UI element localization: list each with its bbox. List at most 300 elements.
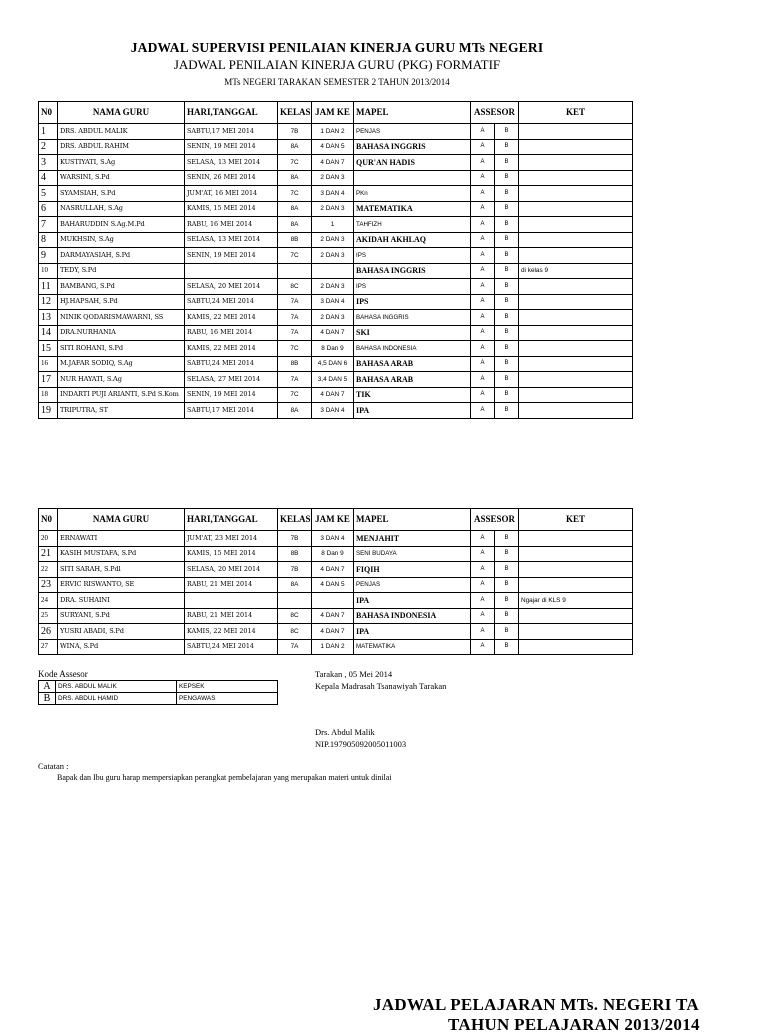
table-row [39, 186, 633, 202]
teacher-name: SITI ROHANI, S.Pd [58, 341, 185, 357]
subject: IPA [354, 624, 471, 640]
remark [519, 341, 633, 357]
schedule-date: SELASA, 20 MEI 2014 [185, 562, 278, 578]
kode-assesor-table [38, 680, 278, 705]
class-name: 7A [278, 294, 312, 310]
kode-assesor-label: Kode Assesor [38, 669, 88, 679]
assessor-b: B [495, 294, 519, 310]
lesson-hours: 4 DAN 5 [312, 577, 354, 593]
remark [519, 232, 633, 248]
row-number: 15 [39, 341, 58, 357]
table-row [39, 403, 633, 419]
col-header-mapel: MAPEL [354, 102, 471, 124]
table-row [39, 325, 633, 341]
table-row [39, 155, 633, 171]
row-number: 11 [39, 279, 58, 295]
assessor-a: A [471, 577, 495, 593]
assessor-b: B [495, 310, 519, 326]
subject: PENJAS [354, 577, 471, 593]
row-number: 24 [39, 593, 58, 609]
teacher-name: KASIH MUSTAFA, S.Pd [58, 546, 185, 562]
kode-name: DRS. ABDUL MALIK [56, 681, 177, 693]
assessor-b: B [495, 263, 519, 279]
subject: IPA [354, 593, 471, 609]
class-name: 8C [278, 608, 312, 624]
subject: MATEMATIKA [354, 201, 471, 217]
subject: BAHASA INGGRIS [354, 139, 471, 155]
assessor-a: A [471, 341, 495, 357]
table-header-row [39, 509, 633, 531]
table-row [39, 201, 633, 217]
teacher-name: SITI SARAH, S.Pdl [58, 562, 185, 578]
signature-name: Drs. Abdul Malik [315, 727, 375, 737]
teacher-name: BAMBANG, S.Pd [58, 279, 185, 295]
teacher-name: NUR HAYATI, S.Ag [58, 372, 185, 388]
assessor-a: A [471, 387, 495, 403]
class-name [278, 593, 312, 609]
row-number: 25 [39, 608, 58, 624]
remark [519, 170, 633, 186]
class-name: 8B [278, 356, 312, 372]
lesson-hours: 1 DAN 2 [312, 124, 354, 140]
col-header-assesor: ASSESOR [471, 102, 519, 124]
schedule-date: SABTU,24 MEI 2014 [185, 356, 278, 372]
schedule-date: SABTU,17 MEI 2014 [185, 403, 278, 419]
subject: MENJAHIT [354, 531, 471, 547]
schedule-date: KAMIS, 15 MEI 2014 [185, 201, 278, 217]
next-page-subtitle: TAHUN PELAJARAN 2013/2014 [448, 1015, 700, 1034]
col-header-kelas: KELAS [278, 509, 312, 531]
teacher-name: WINA, S.Pd [58, 639, 185, 655]
row-number: 16 [39, 356, 58, 372]
class-name: 7A [278, 310, 312, 326]
subject: BAHASA INDONESIA [354, 608, 471, 624]
schedule-date: SENIN, 19 MEI 2014 [185, 248, 278, 264]
schedule-date [185, 593, 278, 609]
lesson-hours: 4 DAN 7 [312, 325, 354, 341]
assessor-b: B [495, 170, 519, 186]
teacher-name: MUKHSIN, S.Ag [58, 232, 185, 248]
col-header-jam: JAM KE [312, 509, 354, 531]
class-name: 8C [278, 624, 312, 640]
teacher-name: M.JAFAR SODIQ, S.Ag [58, 356, 185, 372]
schedule-date: SENIN, 19 MEI 2014 [185, 387, 278, 403]
lesson-hours: 3 DAN 4 [312, 186, 354, 202]
schedule-date: SELASA, 20 MEI 2014 [185, 279, 278, 295]
col-header-ket: KET [519, 102, 633, 124]
assessor-a: A [471, 263, 495, 279]
assessor-b: B [495, 155, 519, 171]
schedule-date: SABTU,17 MEI 2014 [185, 124, 278, 140]
teacher-name: YUSRI ABADI, S.Pd [58, 624, 185, 640]
remark [519, 372, 633, 388]
class-name: 8A [278, 403, 312, 419]
kode-row [39, 681, 278, 693]
row-number: 4 [39, 170, 58, 186]
row-number: 17 [39, 372, 58, 388]
remark: di kelas 9 [519, 263, 633, 279]
teacher-name: INDARTI PUJI ARIANTI, S.Pd S.Kom [58, 387, 185, 403]
subject: MATEMATIKA [354, 639, 471, 655]
assessor-b: B [495, 546, 519, 562]
subject: TAHFIZH [354, 217, 471, 233]
assessor-b: B [495, 639, 519, 655]
remark [519, 639, 633, 655]
note-heading: Catatan : [38, 761, 69, 771]
row-number: 2 [39, 139, 58, 155]
remark [519, 624, 633, 640]
teacher-name: TRIPUTRA, ST [58, 403, 185, 419]
table-row [39, 232, 633, 248]
row-number: 20 [39, 531, 58, 547]
remark [519, 139, 633, 155]
kode-key: A [39, 681, 56, 693]
class-name: 7A [278, 372, 312, 388]
subject: BAHASA ARAB [354, 356, 471, 372]
subject: QUR'AN HADIS [354, 155, 471, 171]
subject: AKIDAH AKHLAQ [354, 232, 471, 248]
col-header-jam: JAM KE [312, 102, 354, 124]
assessor-b: B [495, 217, 519, 233]
lesson-hours: 3 DAN 4 [312, 531, 354, 547]
remark [519, 562, 633, 578]
class-name: 8A [278, 577, 312, 593]
lesson-hours: 2 DAN 3 [312, 232, 354, 248]
subject: TIK [354, 387, 471, 403]
row-number: 23 [39, 577, 58, 593]
assessor-a: A [471, 624, 495, 640]
table-row [39, 562, 633, 578]
assessor-a: A [471, 310, 495, 326]
remark [519, 325, 633, 341]
assessor-a: A [471, 546, 495, 562]
document-title: JADWAL SUPERVISI PENILAIAN KINERJA GURU MTs NEGERI [130, 40, 544, 55]
assessor-b: B [495, 608, 519, 624]
class-name: 7A [278, 325, 312, 341]
col-header-assesor: ASSESOR [471, 509, 519, 531]
subject: IPS [354, 294, 471, 310]
assessor-a: A [471, 232, 495, 248]
row-number: 5 [39, 186, 58, 202]
schedule-date: SELASA, 13 MEI 2014 [185, 155, 278, 171]
schedule-date: JUM'AT, 23 MEI 2014 [185, 531, 278, 547]
table-row [39, 341, 633, 357]
assessor-a: A [471, 217, 495, 233]
class-name: 7B [278, 562, 312, 578]
row-number: 1 [39, 124, 58, 140]
class-name: 7C [278, 186, 312, 202]
teacher-name: TEDY, S.Pd [58, 263, 185, 279]
assessor-a: A [471, 593, 495, 609]
assessor-b: B [495, 531, 519, 547]
assessor-a: A [471, 325, 495, 341]
subject: IPA [354, 403, 471, 419]
row-number: 27 [39, 639, 58, 655]
teacher-name: SYAMSIAH, S.Pd [58, 186, 185, 202]
row-number: 6 [39, 201, 58, 217]
schedule-date: SABTU,24 MEI 2014 [185, 639, 278, 655]
table-row [39, 546, 633, 562]
remark [519, 403, 633, 419]
assessor-a: A [471, 403, 495, 419]
table-header-row [39, 102, 633, 124]
row-number: 13 [39, 310, 58, 326]
remark [519, 546, 633, 562]
col-header-nama: NAMA GURU [58, 509, 185, 531]
remark [519, 124, 633, 140]
subject: IPS [354, 248, 471, 264]
lesson-hours: 4 DAN 7 [312, 155, 354, 171]
table-row [39, 624, 633, 640]
remark [519, 608, 633, 624]
col-header-hari: HARI,TANGGAL [185, 509, 278, 531]
class-name: 7C [278, 248, 312, 264]
assessor-a: A [471, 279, 495, 295]
assessor-b: B [495, 387, 519, 403]
table-row [39, 608, 633, 624]
remark [519, 217, 633, 233]
class-name: 8B [278, 546, 312, 562]
assessor-b: B [495, 624, 519, 640]
class-name: 7A [278, 639, 312, 655]
lesson-hours: 1 [312, 217, 354, 233]
teacher-name: DARMAYASIAH, S.Pd [58, 248, 185, 264]
assessor-a: A [471, 170, 495, 186]
class-name: 8B [278, 232, 312, 248]
table-row [39, 356, 633, 372]
row-number: 14 [39, 325, 58, 341]
assessor-b: B [495, 325, 519, 341]
lesson-hours: 4 DAN 7 [312, 624, 354, 640]
remark [519, 531, 633, 547]
remark [519, 248, 633, 264]
remark [519, 186, 633, 202]
teacher-name: ERNAWATI [58, 531, 185, 547]
assessor-b: B [495, 403, 519, 419]
schedule-date: KAMIS, 22 MEI 2014 [185, 624, 278, 640]
assessor-a: A [471, 155, 495, 171]
assessor-a: A [471, 294, 495, 310]
assessor-a: A [471, 124, 495, 140]
lesson-hours: 2 DAN 3 [312, 170, 354, 186]
document-subtitle: JADWAL PENILAIAN KINERJA GURU (PKG) FORMATIF [173, 57, 501, 72]
schedule-date: RABU, 16 MEI 2014 [185, 325, 278, 341]
schedule-table-2 [38, 508, 633, 655]
table-row [39, 639, 633, 655]
subject: PKn [354, 186, 471, 202]
lesson-hours: 2 DAN 3 [312, 201, 354, 217]
row-number: 12 [39, 294, 58, 310]
teacher-name: NINIK QODARISMAWARNI, SS [58, 310, 185, 326]
lesson-hours: 3 DAN 4 [312, 403, 354, 419]
teacher-name: DRA.NURHANIA [58, 325, 185, 341]
row-number: 26 [39, 624, 58, 640]
subject: BAHASA ARAB [354, 372, 471, 388]
teacher-name: ERVIC RISWANTO, SE [58, 577, 185, 593]
lesson-hours [312, 593, 354, 609]
subject: BAHASA INDONESIA [354, 341, 471, 357]
class-name: 8C [278, 279, 312, 295]
schedule-date: SELASA, 27 MEI 2014 [185, 372, 278, 388]
kode-key: B [39, 693, 56, 705]
remark [519, 294, 633, 310]
subject: SENI BUDAYA [354, 546, 471, 562]
schedule-table-1 [38, 101, 633, 419]
schedule-date: RABU, 21 MEI 2014 [185, 608, 278, 624]
class-name [278, 263, 312, 279]
schedule-date: SENIN, 26 MEI 2014 [185, 170, 278, 186]
class-name: 8A [278, 201, 312, 217]
row-number: 3 [39, 155, 58, 171]
lesson-hours: 4 DAN 7 [312, 387, 354, 403]
next-page-title: JADWAL PELAJARAN MTs. NEGERI TA [373, 995, 699, 1014]
remark [519, 155, 633, 171]
table-row [39, 593, 633, 609]
lesson-hours: 4 DAN 7 [312, 562, 354, 578]
table-row [39, 294, 633, 310]
table-row [39, 577, 633, 593]
remark [519, 356, 633, 372]
note-text: Bapak dan Ibu guru harap mempersiapkan perangkat pembelajaran yang merupakan materi untuk dinilai [57, 773, 392, 782]
schedule-date [185, 263, 278, 279]
table-row [39, 279, 633, 295]
lesson-hours: 2 DAN 3 [312, 279, 354, 295]
assessor-a: A [471, 139, 495, 155]
teacher-name: NASRULLAH, S.Ag [58, 201, 185, 217]
assessor-a: A [471, 201, 495, 217]
row-number: 9 [39, 248, 58, 264]
class-name: 7C [278, 341, 312, 357]
assessor-a: A [471, 372, 495, 388]
col-header-ket: KET [519, 509, 633, 531]
assessor-b: B [495, 562, 519, 578]
col-header-kelas: KELAS [278, 102, 312, 124]
lesson-hours: 4 DAN 7 [312, 608, 354, 624]
assessor-a: A [471, 608, 495, 624]
subject: BAHASA INGGRIS [354, 310, 471, 326]
assessor-b: B [495, 279, 519, 295]
teacher-name: WARSINI, S.Pd [58, 170, 185, 186]
teacher-name: KUSTIYATI, S.Ag [58, 155, 185, 171]
row-number: 19 [39, 403, 58, 419]
schedule-date: KAMIS, 22 MEI 2014 [185, 310, 278, 326]
lesson-hours [312, 263, 354, 279]
signature-nip: NIP.197905092005011003 [315, 739, 407, 749]
class-name: 7C [278, 387, 312, 403]
assessor-a: A [471, 531, 495, 547]
table-row [39, 217, 633, 233]
row-number: 10 [39, 263, 58, 279]
class-name: 8A [278, 170, 312, 186]
assessor-b: B [495, 139, 519, 155]
remark [519, 279, 633, 295]
lesson-hours: 2 DAN 3 [312, 310, 354, 326]
table-row [39, 248, 633, 264]
lesson-hours: 3 DAN 4 [312, 294, 354, 310]
lesson-hours: 3,4 DAN 5 [312, 372, 354, 388]
table-row [39, 310, 633, 326]
remark [519, 201, 633, 217]
remark [519, 310, 633, 326]
assessor-b: B [495, 124, 519, 140]
teacher-name: BAHARUDDIN S.Ag.M.Pd [58, 217, 185, 233]
col-header-no: N0 [39, 102, 58, 124]
class-name: 7B [278, 124, 312, 140]
schedule-date: SELASA, 13 MEI 2014 [185, 232, 278, 248]
class-name: 7B [278, 531, 312, 547]
assessor-a: A [471, 186, 495, 202]
subject: SKI [354, 325, 471, 341]
lesson-hours: 1 DAN 2 [312, 639, 354, 655]
row-number: 21 [39, 546, 58, 562]
row-number: 8 [39, 232, 58, 248]
assessor-b: B [495, 577, 519, 593]
assessor-b: B [495, 372, 519, 388]
assessor-b: B [495, 201, 519, 217]
subject: PENJAS [354, 124, 471, 140]
table-row [39, 170, 633, 186]
lesson-hours: 8 Dan 9 [312, 341, 354, 357]
assessor-b: B [495, 186, 519, 202]
teacher-name: DRS. ABDUL MALIK [58, 124, 185, 140]
signature-place-date: Tarakan , 05 Mei 2014 [315, 669, 393, 679]
table-row [39, 124, 633, 140]
table-row [39, 531, 633, 547]
subject: BAHASA INGGRIS [354, 263, 471, 279]
assessor-b: B [495, 356, 519, 372]
lesson-hours: 8 Dan 9 [312, 546, 354, 562]
schedule-date: RABU, 21 MEI 2014 [185, 577, 278, 593]
col-header-no: N0 [39, 509, 58, 531]
assessor-a: A [471, 248, 495, 264]
class-name: 8A [278, 139, 312, 155]
lesson-hours: 2 DAN 3 [312, 248, 354, 264]
schedule-date: SABTU,24 MEI 2014 [185, 294, 278, 310]
assessor-b: B [495, 232, 519, 248]
lesson-hours: 4 DAN 5 [312, 139, 354, 155]
class-name: 8A [278, 217, 312, 233]
kode-jabatan: PENGAWAS [177, 693, 278, 705]
row-number: 18 [39, 387, 58, 403]
kode-row [39, 693, 278, 705]
table-row [39, 263, 633, 279]
table-row [39, 372, 633, 388]
remark [519, 577, 633, 593]
teacher-name: DRS. ABDUL RAHIM [58, 139, 185, 155]
class-name: 7C [278, 155, 312, 171]
subject [354, 170, 471, 186]
remark: Ngajar di KLS 9 [519, 593, 633, 609]
schedule-date: RABU, 16 MEI 2014 [185, 217, 278, 233]
assessor-a: A [471, 562, 495, 578]
row-number: 7 [39, 217, 58, 233]
col-header-nama: NAMA GURU [58, 102, 185, 124]
assessor-b: B [495, 248, 519, 264]
subject: IPS [354, 279, 471, 295]
teacher-name: HJ.HAPSAH, S.Pd [58, 294, 185, 310]
col-header-hari: HARI,TANGGAL [185, 102, 278, 124]
table-row [39, 139, 633, 155]
table-row [39, 387, 633, 403]
schedule-date: JUM'AT, 16 MEI 2014 [185, 186, 278, 202]
assessor-b: B [495, 341, 519, 357]
assessor-a: A [471, 356, 495, 372]
schedule-date: SENIN, 19 MEI 2014 [185, 139, 278, 155]
document-subtitle-semester: MTs NEGERI TARAKAN SEMESTER 2 TAHUN 2013/2014 [224, 77, 450, 87]
remark [519, 387, 633, 403]
assessor-a: A [471, 639, 495, 655]
kode-name: DRS. ABDUL HAMID [56, 693, 177, 705]
